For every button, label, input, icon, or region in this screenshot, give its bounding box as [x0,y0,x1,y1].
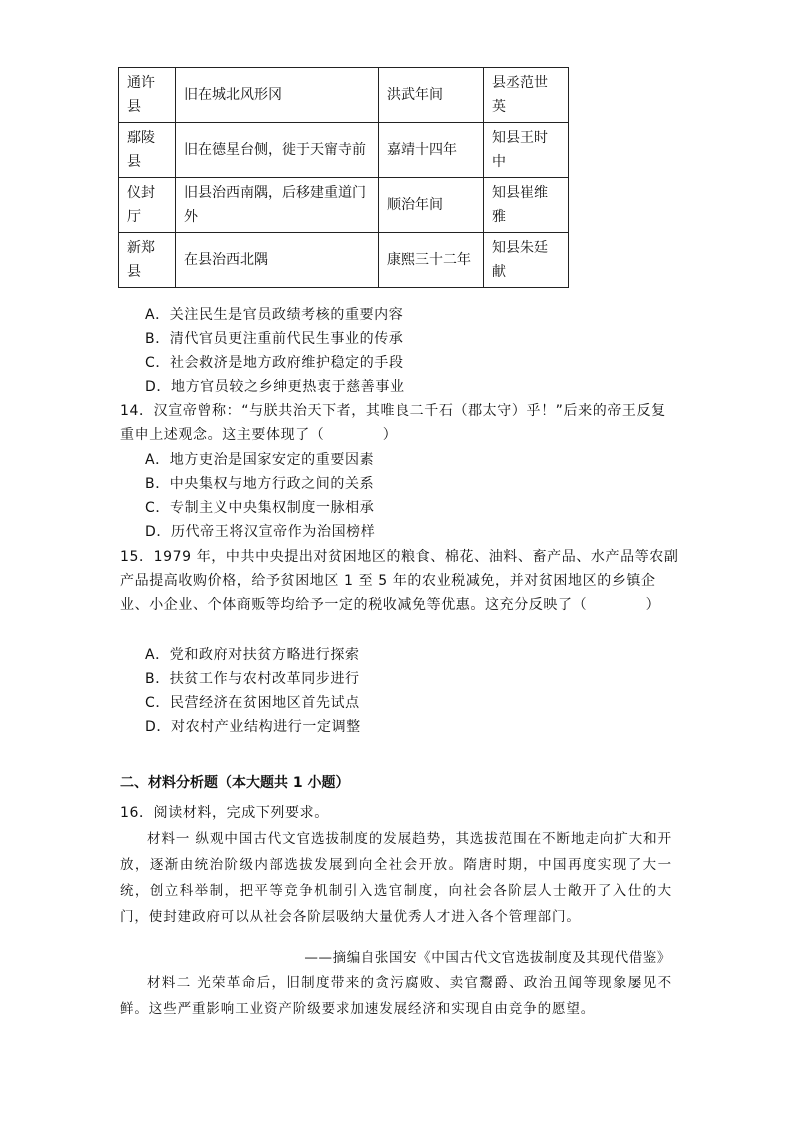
table-cell-name: 通许县 [119,68,176,123]
table-cell-time: 嘉靖十四年 [379,123,484,178]
q15-option-c: C．民营经济在贫困地区首先试点 [145,695,360,711]
table-cell-builder: 县丞范世英 [484,68,569,123]
table-cell-name: 新郑县 [119,233,176,288]
q13-option-a: A．关注民生是官员政绩考核的重要内容 [145,307,404,323]
q13-option-c: C．社会救济是地方政府维护稳定的手段 [145,355,404,371]
q15-option-a: A．党和政府对扶贫方略进行探索 [145,647,360,663]
q15-stem: 15．1979 年，中共中央提出对贫困地区的粮食、棉花、油料、畜产品、水产品等农副产品提高收购价格，给予贫困地区 1 至 5 年的农业税减免，并对贫困地区的乡镇企业、小企业、个体商贩等均给予一定的税收减免等优惠。这充分反映了（ ） [120,549,679,613]
table-cell-time: 康熙三十二年 [379,233,484,288]
q13-option-b: B．清代官员更注重前代民生事业的传承 [145,331,404,347]
table-cell-time: 洪武年间 [379,68,484,123]
table-cell-location: 旧县治西南隅，后移建重道门外 [176,178,379,233]
section-title: 二、材料分析题（本大题共 1 小题） [120,775,350,791]
q14-option-b: B．中央集权与地方行政之间的关系 [145,476,375,492]
table-row [119,233,569,288]
q15-option-b: B．扶贫工作与农村改革同步进行 [145,671,360,687]
table-row [119,68,569,123]
table-cell-location: 旧在城北风形冈 [176,68,379,123]
table-row [119,123,569,178]
table-row [119,178,569,233]
material-one: 材料一 纵观中国古代文官选拔制度的发展趋势，其选拔范围在不断地走向扩大和开放，逐渐由统治阶级内部选拔发展到向全社会开放。隋唐时期，中国再度实现了大一统，创立科举制，把平等竞争机制引入选官制度，向社会各阶层人士敞开了入仕的大门，使封建政府可以从社会各阶层吸纳大量优秀人才进入各个管理部门。 [120,831,672,925]
q14-stem: 14．汉宣帝曾称：“与朕共治天下者，其唯良二千石（郡太守）乎！”后来的帝王反复重申上述观念。这主要体现了（ ） [120,403,666,443]
table-cell-location: 旧在德星台侧，徙于天甯寺前 [176,123,379,178]
table-cell-time: 顺治年间 [379,178,484,233]
table-cell-builder: 知县朱廷献 [484,233,569,288]
records-table [118,67,569,288]
table-cell-location: 在县治西北隅 [176,233,379,288]
table-cell-name: 仪封厅 [119,178,176,233]
material-source: ——摘编自张国安《中国古代文官选拔制度及其现代借鉴》 [304,950,671,966]
q14-option-d: D．历代帝王将汉宣帝作为治国榜样 [145,524,376,540]
q15-option-d: D．对农村产业结构进行一定调整 [145,719,361,735]
material-two: 材料二 光荣革命后，旧制度带来的贪污腐败、卖官鬻爵、政治丑闻等现象屡见不鲜。这些严重影响工业资产阶级要求加速发展经济和实现自由竞争的愿望。 [120,975,672,1017]
q14-option-a: A．地方吏治是国家安定的重要因素 [145,452,375,468]
q13-option-d: D．地方官员较之乡绅更热衷于慈善事业 [145,379,405,395]
q14-option-c: C．专制主义中央集权制度一脉相承 [145,500,375,516]
table-cell-builder: 知县王时中 [484,123,569,178]
table-cell-name: 鄢陵县 [119,123,176,178]
table-cell-builder: 知县崔维雅 [484,178,569,233]
q16-stem: 16．阅读材料，完成下列要求。 [120,805,329,821]
